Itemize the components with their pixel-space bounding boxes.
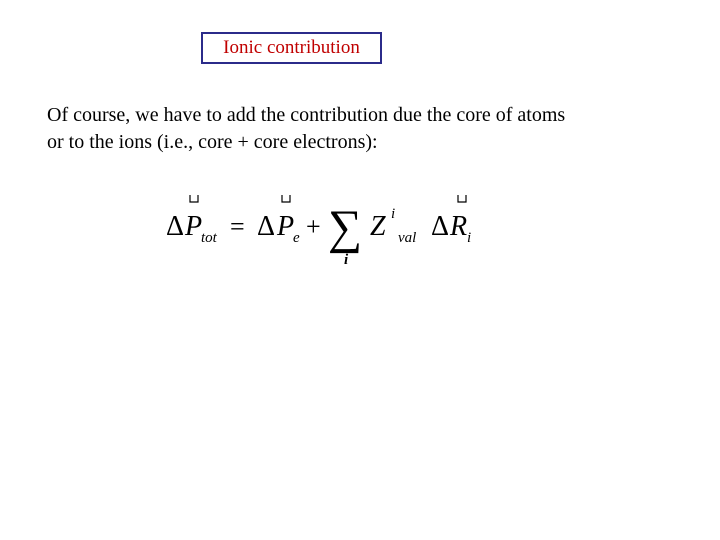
p-e-symbol: P	[277, 211, 295, 242]
vector-mark-ri	[458, 195, 466, 202]
subscript-tot: tot	[201, 230, 217, 246]
body-line-2: or to the ions (i.e., core + core electrons):	[47, 131, 378, 153]
subscript-i: i	[467, 230, 472, 246]
z-symbol: Z	[370, 211, 386, 242]
vector-mark-pe	[282, 195, 290, 202]
body-line-1: Of course, we have to add the contribution due the core of atoms	[47, 104, 566, 126]
delta-symbol-3: Δ	[431, 211, 450, 242]
delta-symbol-2: Δ	[257, 211, 276, 242]
vector-mark-ptot	[190, 195, 198, 202]
equals-sign: =	[230, 212, 245, 241]
slide-title: Ionic contribution	[223, 37, 360, 58]
p-tot-symbol: P	[185, 211, 203, 242]
r-symbol: R	[450, 211, 468, 242]
subscript-e: e	[293, 230, 300, 246]
summation-symbol: ∑	[328, 201, 363, 254]
superscript-i: i	[391, 206, 396, 222]
subscript-val: val	[398, 230, 417, 246]
body-paragraph	[47, 102, 697, 156]
plus-sign: +	[306, 212, 321, 241]
delta-symbol-1: Δ	[166, 211, 185, 242]
formula-svg	[160, 186, 490, 271]
summation-index: i	[344, 252, 349, 268]
slide-title-box	[201, 32, 382, 64]
polarization-formula	[160, 186, 490, 271]
